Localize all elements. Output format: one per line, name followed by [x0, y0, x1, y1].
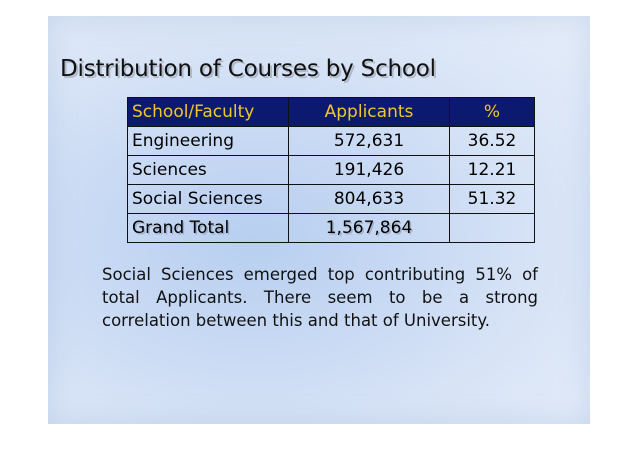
- table-row: [128, 185, 535, 214]
- table-row: [128, 156, 535, 185]
- cell-school: Engineering: [128, 127, 289, 156]
- cell-percent: 12.21: [450, 156, 535, 185]
- header-school: School/Faculty: [128, 98, 289, 127]
- table-header-row: [128, 98, 535, 127]
- summary-note: Social Sciences emerged top contributing 51% of total Applicants. There seem to be a strong correlation between this and that of University.: [102, 265, 538, 330]
- cell-school: Sciences: [128, 156, 289, 185]
- header-percent: %: [450, 98, 535, 127]
- cell-school: Social Sciences: [128, 185, 289, 214]
- distribution-table: [127, 97, 535, 243]
- cell-total-applicants: 1,567,864: [289, 214, 450, 243]
- header-applicants: Applicants: [289, 98, 450, 127]
- cell-total-percent: [450, 214, 535, 243]
- cell-applicants: 572,631: [289, 127, 450, 156]
- table-total-row: [128, 214, 535, 243]
- cell-percent: 36.52: [450, 127, 535, 156]
- cell-percent: 51.32: [450, 185, 535, 214]
- table-row: [128, 127, 535, 156]
- cell-total-label: Grand Total: [128, 214, 289, 243]
- cell-applicants: 804,633: [289, 185, 450, 214]
- slide-title: Distribution of Courses by School: [60, 56, 436, 82]
- cell-applicants: 191,426: [289, 156, 450, 185]
